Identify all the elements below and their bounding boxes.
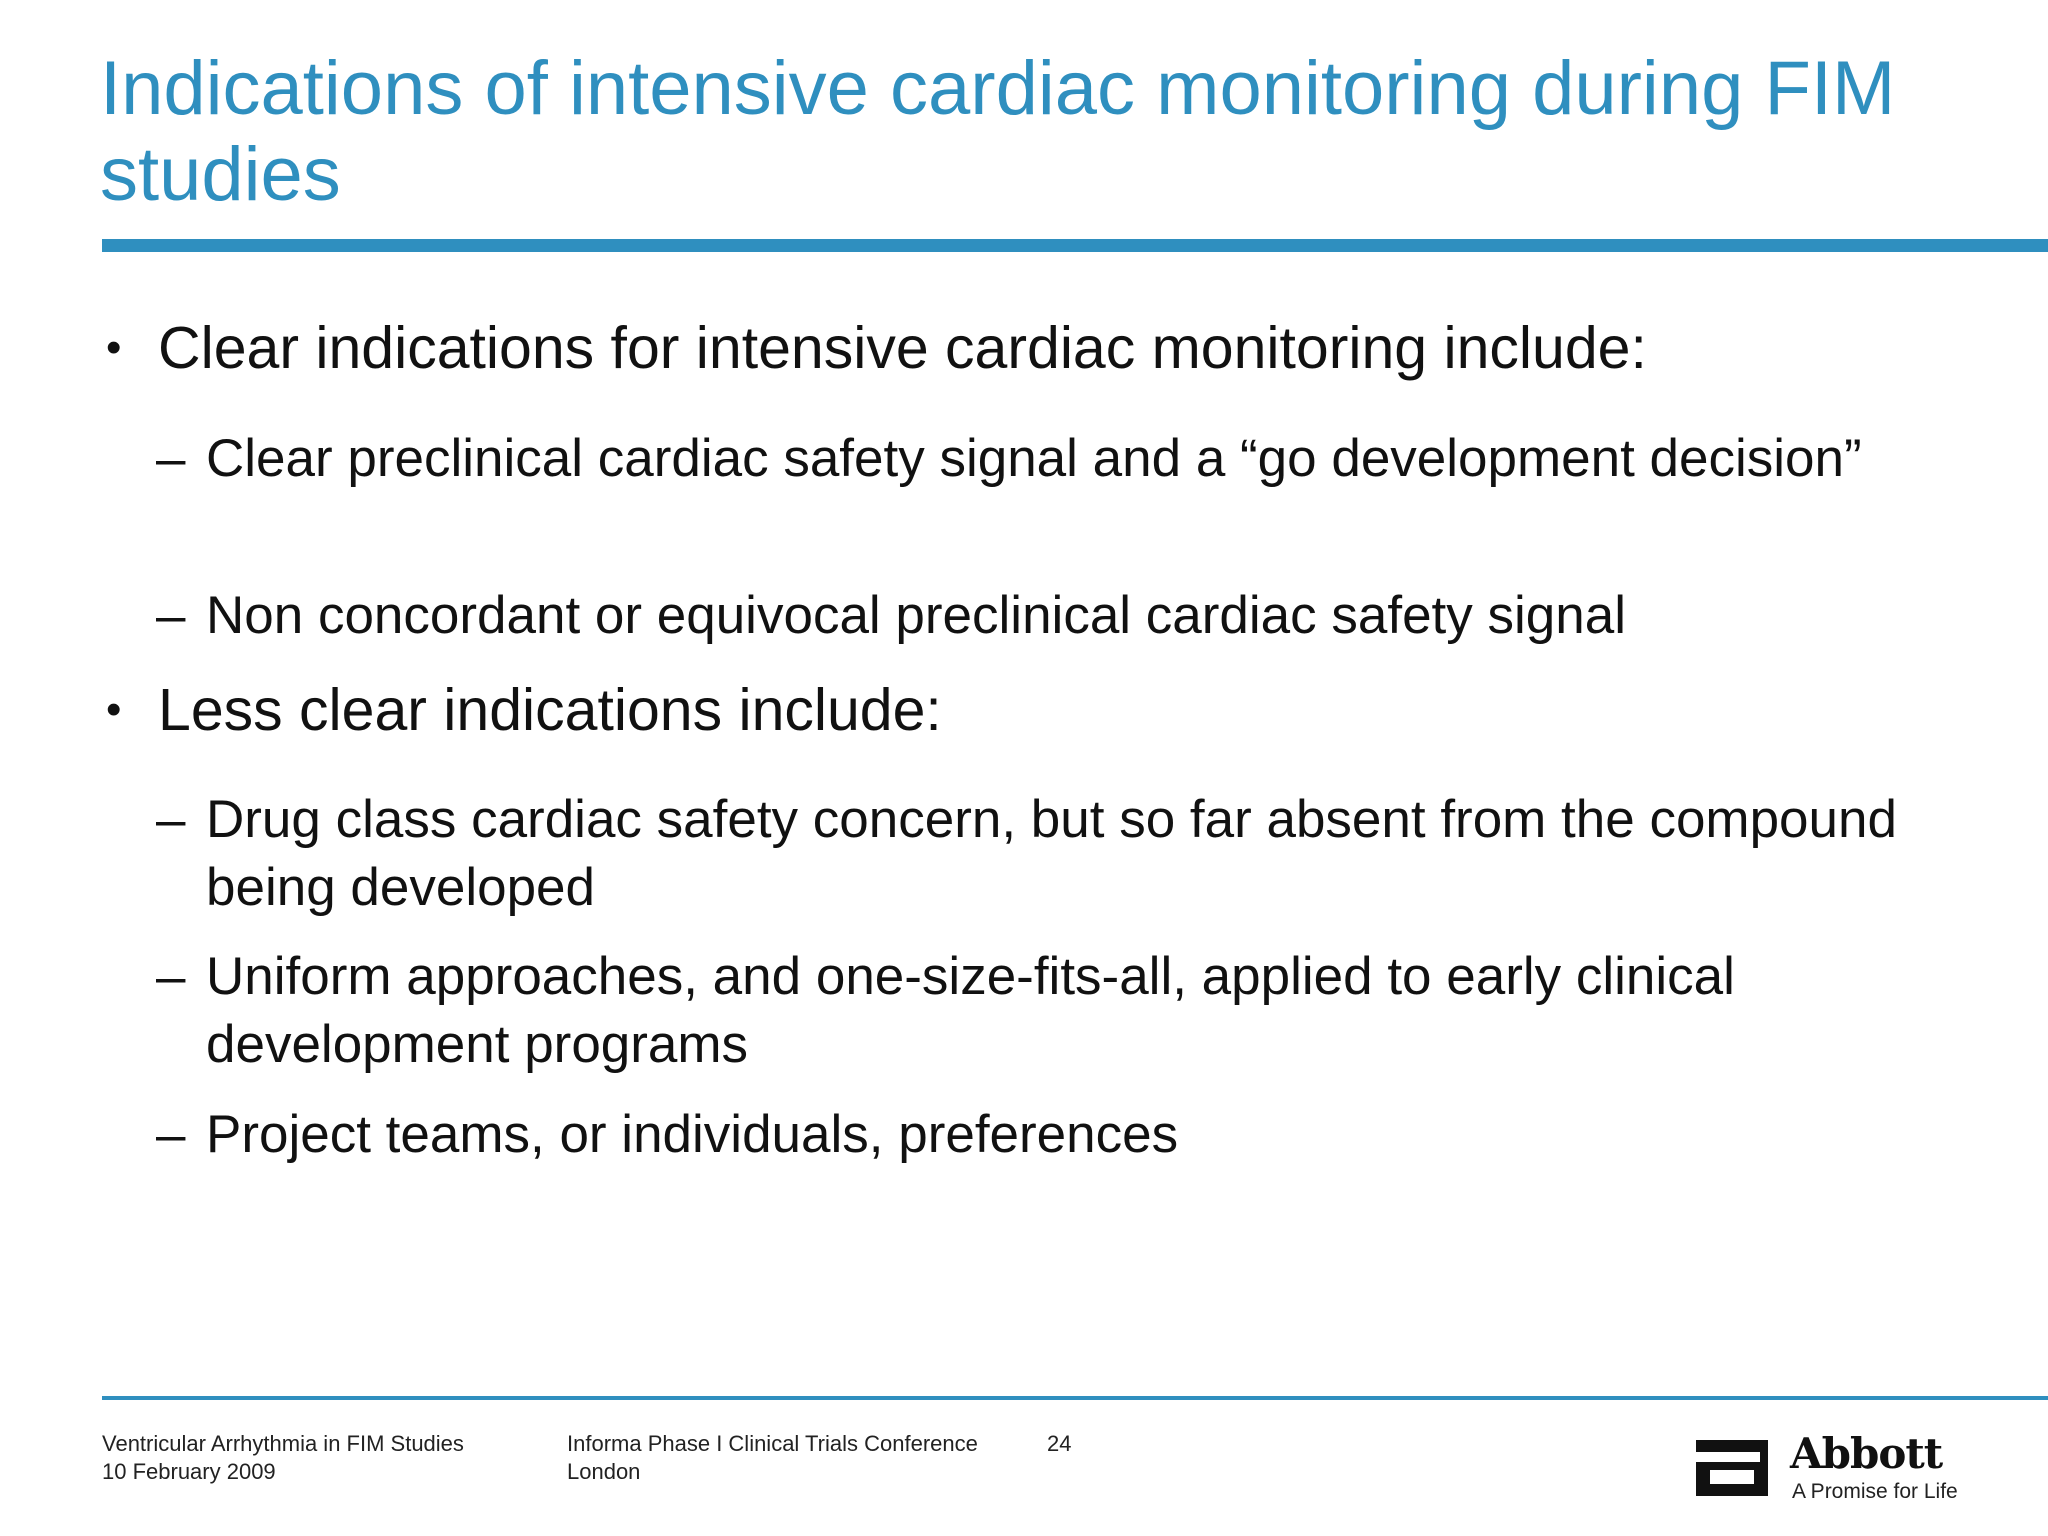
bullet-text: Clear indications for intensive cardiac monitoring include: bbox=[158, 315, 1647, 381]
dash-icon: – bbox=[156, 947, 186, 1006]
footer-conference: Informa Phase I Clinical Trials Conference bbox=[567, 1431, 978, 1456]
dash-icon: – bbox=[156, 586, 186, 645]
dash-icon: – bbox=[156, 429, 186, 488]
sub-item-text: Non concordant or equivocal preclinical cardiac safety signal bbox=[206, 586, 1626, 645]
sub-item-text: Clear preclinical cardiac safety signal and a “go development decision” bbox=[206, 429, 1862, 488]
sub-item-text: Drug class cardiac safety concern, but so far absent from the compound being developed bbox=[206, 790, 1897, 917]
bullet-text: Less clear indications include: bbox=[158, 677, 942, 743]
abbott-mark-icon bbox=[1690, 1434, 1774, 1502]
footer-presentation-title: Ventricular Arrhythmia in FIM Studies bbox=[102, 1431, 464, 1456]
sub-item-text: Project teams, or individuals, preferences bbox=[206, 1105, 1179, 1164]
dash-icon: – bbox=[156, 790, 186, 849]
dash-icon: – bbox=[156, 1105, 186, 1164]
page-number: 24 bbox=[1047, 1431, 1072, 1456]
abbott-logo bbox=[1690, 1430, 1960, 1506]
logo-name: Abbott bbox=[1790, 1429, 1943, 1478]
title-divider bbox=[102, 239, 2048, 252]
slide-title: Indications of intensive cardiac monitoring during FIM studies bbox=[100, 46, 1896, 217]
sub-item-2-1 bbox=[156, 786, 1936, 922]
logo-tagline: A Promise for Life bbox=[1792, 1480, 1958, 1503]
sub-item-1-1 bbox=[156, 425, 1936, 493]
footer-divider bbox=[102, 1396, 2048, 1400]
sub-item-2-2 bbox=[156, 943, 1936, 1079]
sub-item-1-2 bbox=[156, 582, 1936, 650]
sub-item-text: Uniform approaches, and one-size-fits-all, applied to early clinical development programs bbox=[206, 947, 1735, 1074]
footer-date: 10 February 2009 bbox=[102, 1459, 276, 1484]
bullet-icon: • bbox=[106, 685, 122, 734]
footer-location: London bbox=[567, 1459, 641, 1484]
sub-item-2-3 bbox=[156, 1101, 1936, 1169]
bullet-icon: • bbox=[106, 323, 122, 372]
